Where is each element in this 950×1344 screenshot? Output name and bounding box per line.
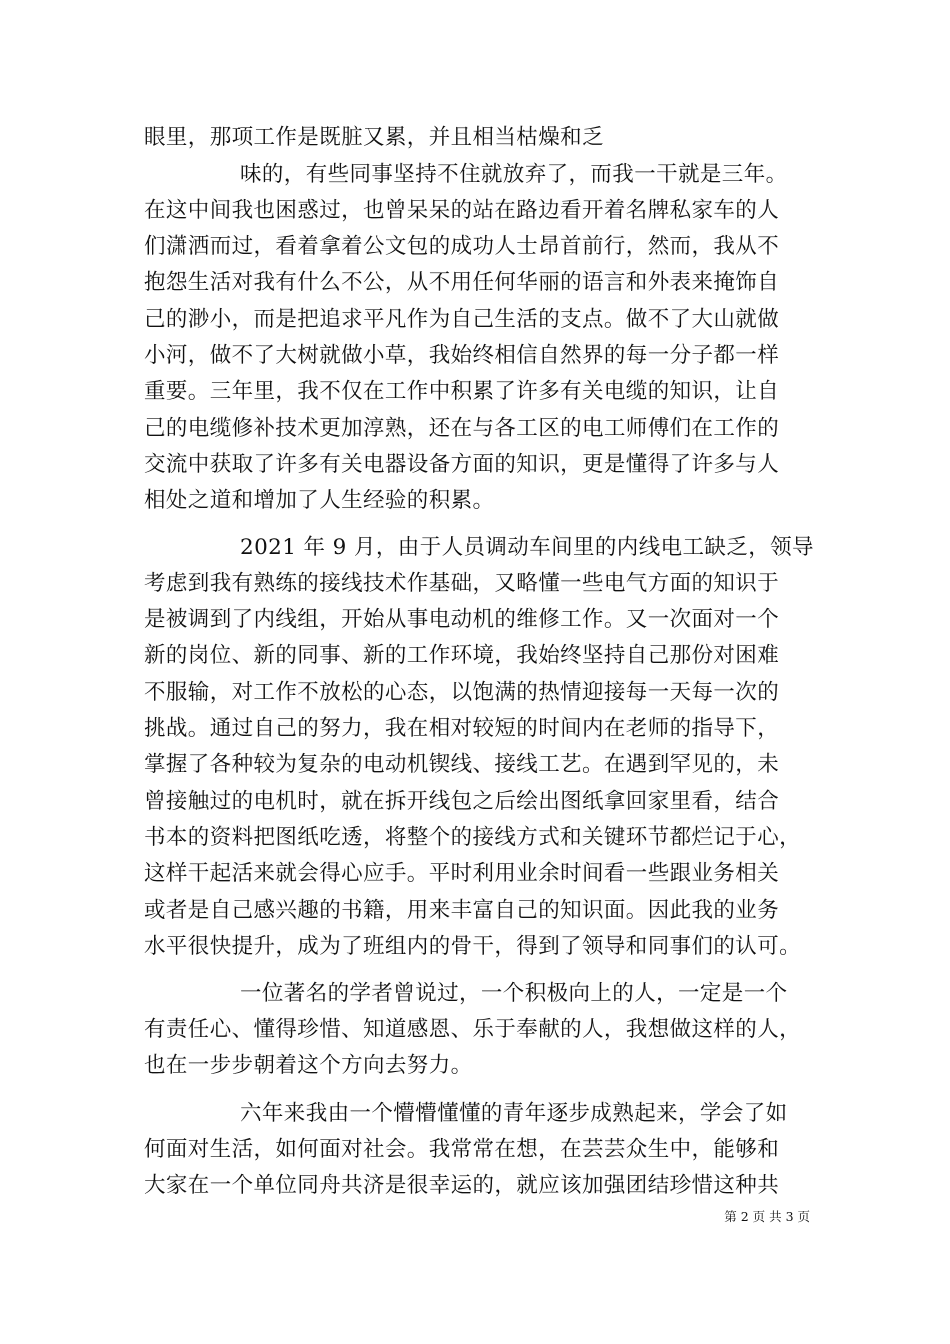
text-line-10: 交流中获取了许多有关电器设备方面的知识，更是懂得了许多与人 xyxy=(144,452,780,477)
text-line-15: 新的岗位、新的同事、新的工作环境，我始终坚持自己那份对困难 xyxy=(144,643,780,668)
page-footer: 第 2 页 共 3 页 xyxy=(724,1209,810,1224)
text-line-5: 抱怨生活对我有什么不公，从不用任何华丽的语言和外表来掩饰自 xyxy=(144,270,780,295)
text-line-11: 相处之道和增加了人生经验的积累。 xyxy=(144,488,495,513)
text-line-28: 何面对生活，如何面对社会。我常常在想，在芸芸众生中，能够和 xyxy=(144,1137,780,1162)
text-line-23: 水平很快提升，成为了班组内的骨干，得到了领导和同事们的认可。 xyxy=(144,934,802,959)
text-line-16: 不服输，对工作不放松的心态，以饱满的热情迎接每一天每一次的 xyxy=(144,680,780,705)
text-line-21: 这样干起活来就会得心应手。平时利用业余时间看一些跟业务相关 xyxy=(144,861,780,886)
text-line-22: 或者是自己感兴趣的书籍，用来丰富自己的知识面。因此我的业务 xyxy=(144,898,780,923)
text-line-27: 六年来我由一个懵懵懂懂的青年逐步成熟起来，学会了如 xyxy=(240,1101,788,1126)
text-line-9: 己的电缆修补技术更加淳熟，还在与各工区的电工师傅们在工作的 xyxy=(144,416,780,441)
text-line-12: 2021 年 9 月，由于人员调动车间里的内线电工缺乏，领导 xyxy=(240,535,814,560)
text-line-2: 味的，有些同事坚持不住就放弃了，而我一干就是三年。 xyxy=(240,162,788,187)
text-line-1: 眼里，那项工作是既脏又累，并且相当枯燥和乏 xyxy=(144,125,604,150)
text-line-6: 己的渺小，而是把追求平凡作为自己生活的支点。做不了大山就做 xyxy=(144,307,780,332)
text-line-26: 也在一步步朝着这个方向去努力。 xyxy=(144,1053,473,1078)
text-line-14: 是被调到了内线组，开始从事电动机的维修工作。又一次面对一个 xyxy=(144,607,780,632)
text-line-20: 书本的资料把图纸吃透，将整个的接线方式和关键环节都烂记于心， xyxy=(144,825,802,850)
text-line-8: 重要。三年里，我不仅在工作中积累了许多有关电缆的知识，让自 xyxy=(144,379,780,404)
text-line-25: 有责任心、懂得珍惜、知道感恩、乐于奉献的人，我想做这样的人， xyxy=(144,1017,802,1042)
text-line-4: 们潇洒而过，看着拿着公文包的成功人士昂首前行，然而，我从不 xyxy=(144,234,780,259)
text-line-17: 挑战。通过自己的努力，我在相对较短的时间内在老师的指导下， xyxy=(144,716,780,741)
text-line-18: 掌握了各种较为复杂的电动机锲线、接线工艺。在遇到罕见的，未 xyxy=(144,752,780,777)
text-line-19: 曾接触过的电机时，就在拆开线包之后绘出图纸拿回家里看，结合 xyxy=(144,789,780,814)
text-line-7: 小河，做不了大树就做小草，我始终相信自然界的每一分子都一样 xyxy=(144,343,780,368)
text-line-3: 在这中间我也困惑过，也曾呆呆的站在路边看开着名牌私家车的人 xyxy=(144,198,780,223)
text-line-29: 大家在一个单位同舟共济是很幸运的，就应该加强团结珍惜这种共 xyxy=(144,1173,780,1198)
text-line-13: 考虑到我有熟练的接线技术作基础，又略懂一些电气方面的知识于 xyxy=(144,571,780,596)
text-line-24: 一位著名的学者曾说过，一个积极向上的人，一定是一个 xyxy=(240,981,788,1006)
